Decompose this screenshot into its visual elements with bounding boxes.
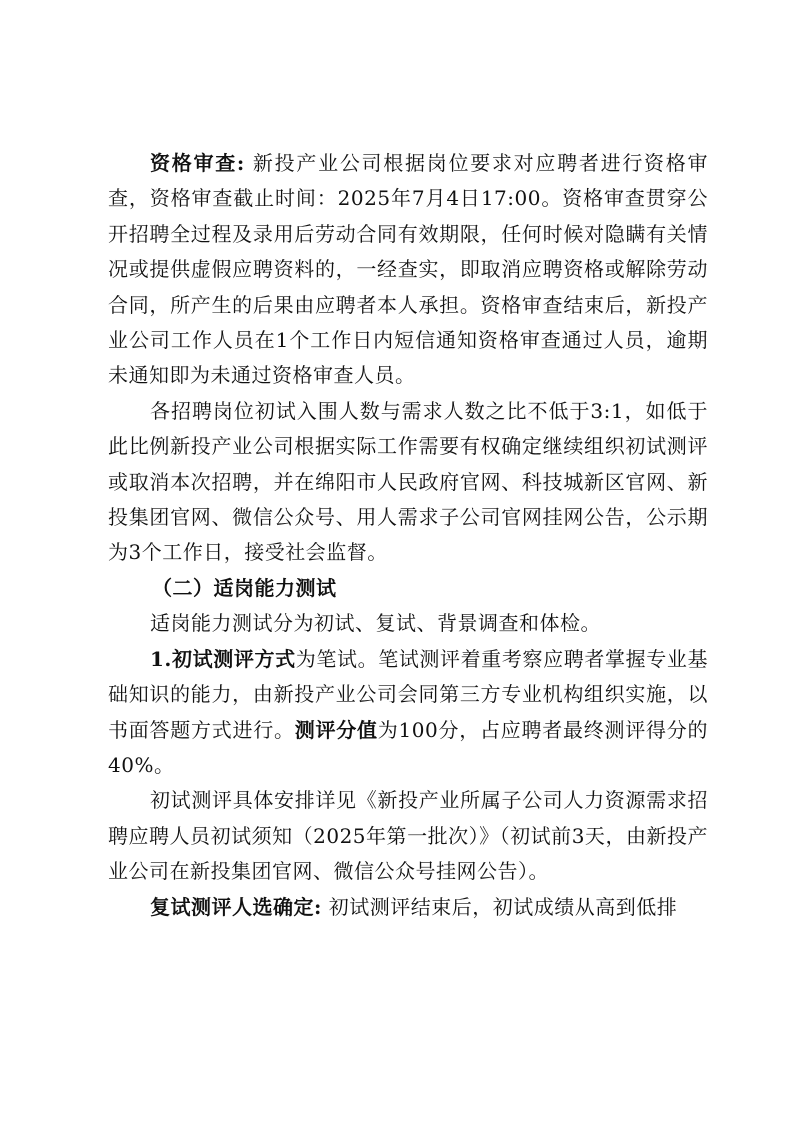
section-heading xyxy=(108,571,708,606)
initial-test-method-label: 1.初试测评方式 xyxy=(150,646,296,671)
score-value-text: 为100分，占应聘者最终测评得分的40%。 xyxy=(108,717,709,777)
paragraph-shortlist-ratio xyxy=(108,394,708,571)
section-heading-text: （二）适岗能力测试 xyxy=(152,575,337,600)
paragraph-qualification-review xyxy=(108,146,708,394)
initial-test-method-text: 为笔试。笔试测评着重考察应聘者掌握专业基础知识的能力，由新投产业公司会同第三方专业机构组织实施，以书面答题方式进行。 xyxy=(108,646,708,742)
qualification-review-label: 资格审查: xyxy=(150,151,245,175)
initial-test-arrangement-text: 初试测评具体安排详见《新投产业所属子公司人力资源需求招聘应聘人员初试须知（2025年第一批次）》（初试前3天，由新投产业公司在新投集团官网、微信公众号挂网公告）。 xyxy=(108,788,708,884)
score-value-label: 测评分值 xyxy=(294,717,378,742)
qualification-review-text: 新投产业公司根据岗位要求对应聘者进行资格审查，资格审查截止时间：2025年7月4日17:00。资格审查贯穿公开招聘全过程及录用后劳动合同有效期限，任何时候对隐瞒有关情况或提供虚假应聘资料的，一经查实，即取消应聘资格或解除劳动合同，所产生的后果由应聘者本人承担。资格审查结束后，新投产业公司工作人员在1个工作日内短信通知资格审查通过人员，逾期未通知即为未通过资格审查人员。 xyxy=(108,151,709,388)
shortlist-ratio-text: 各招聘岗位初试入围人数与需求人数之比不低于3:1，如低于此比例新投产业公司根据实际工作需要有权确定继续组织初试测评或取消本次招聘，并在绵阳市人民政府官网、科技城新区官网、新投集团官网、微信公众号、用人需求子公司官网挂网公告，公示期为3个工作日，接受社会监督。 xyxy=(108,398,708,565)
paragraph-initial-test-arrangement xyxy=(108,783,708,889)
paragraph-retest-candidates xyxy=(108,890,708,925)
retest-candidates-label: 复试测评人选确定: xyxy=(150,894,322,919)
paragraph-initial-test-method xyxy=(108,642,708,784)
retest-candidates-text: 初试测评结束后，初试成绩从高到低排 xyxy=(328,894,678,919)
document-body xyxy=(108,146,708,925)
paragraph-test-overview xyxy=(108,606,708,641)
test-overview-text: 适岗能力测试分为初试、复试、背景调查和体检。 xyxy=(150,611,601,636)
